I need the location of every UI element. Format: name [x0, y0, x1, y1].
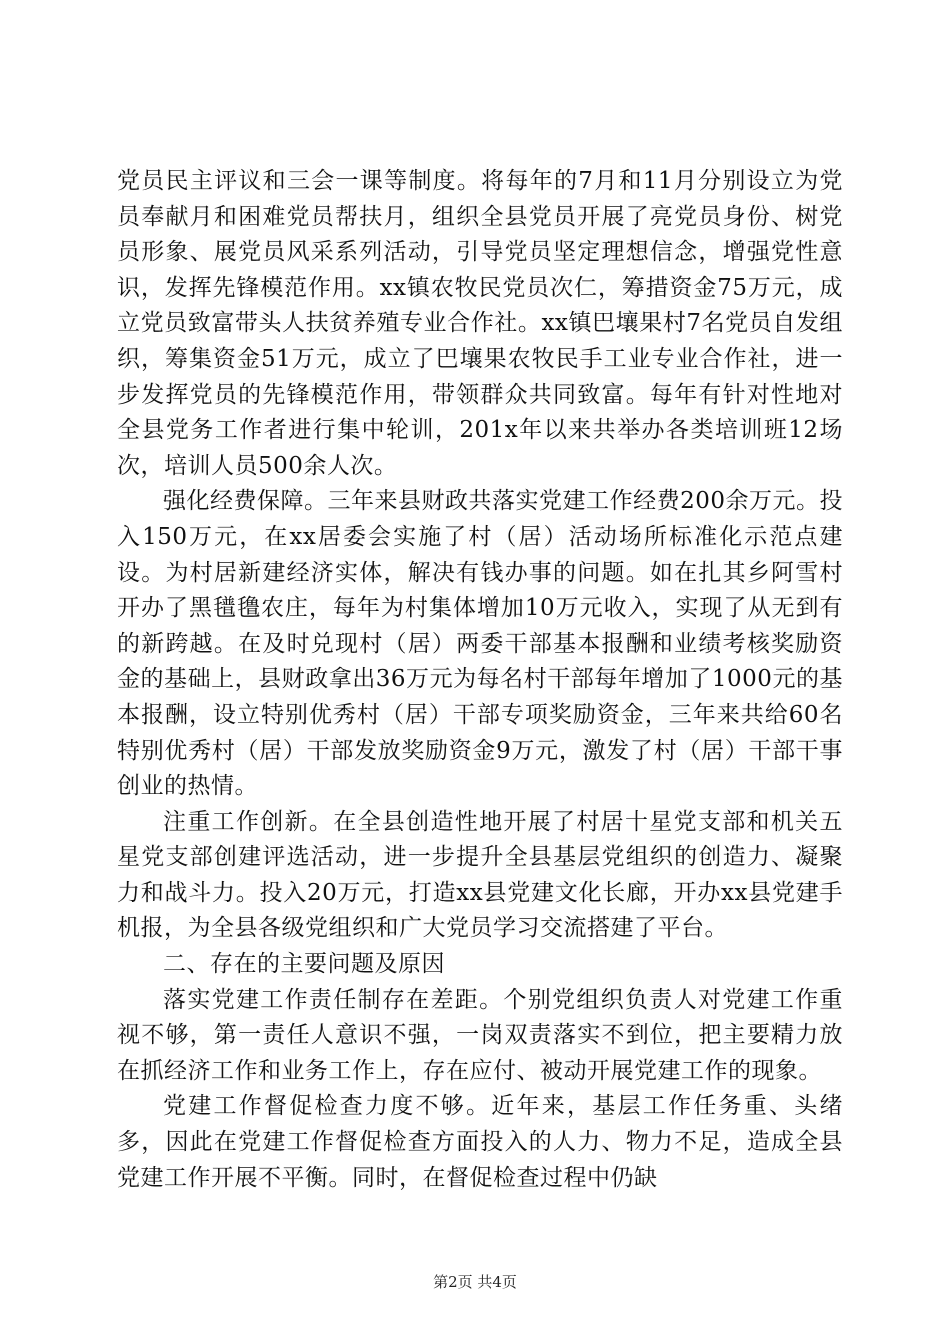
paragraph-responsibility-gap: 落实党建工作责任制存在差距。个别党组织负责人对党建工作重视不够，第一责任人意识不强，一岗双责落实不到位，把主要精力放在抓经济工作和业务工作上，存在应付、被动开展党建工作的现象。: [117, 986, 843, 1084]
document-body: [117, 164, 843, 1196]
page-footer: 第2页 共4页: [433, 1273, 517, 1291]
paragraph-party-evaluation: 党员民主评议和三会一课等制度。将每年的7月和11月分别设立为党员奉献月和困难党员帮扶月，组织全县党员开展了亮党员身份、树党员形象、展党员风采系列活动，引导党员坚定理想信念，增强党性意识，发挥先锋模范作用。xx镇农牧民党员次仁，筹措资金75万元，成立党员致富带头人扶贫养殖专业合作社。xx镇巴壤果村7名党员自发组织，筹集资金51万元，成立了巴壤果农牧民手工业专业合作社，进一步发挥党员的先锋模范作用，带领群众共同致富。每年有针对性地对全县党务工作者进行集中轮训，201x年以来共举办各类培训班12场次，培训人员500余人次。: [117, 168, 843, 479]
paragraph-funding-guarantee: 强化经费保障。三年来县财政共落实党建工作经费200余万元。投入150万元，在xx居委会实施了村（居）活动场所标准化示范点建设。为村居新建经济实体，解决有钱办事的问题。如在扎其乡阿雪村开办了黑氆氇农庄，每年为村集体增加10万元收入，实现了从无到有的新跨越。在及时兑现村（居）两委干部基本报酬和业绩考核奖励资金的基础上，县财政拿出36万元为每名村干部每年增加了1000元的基本报酬，设立特别优秀村（居）干部专项奖励资金，三年来共给60名特别优秀村（居）干部发放奖励资金9万元，激发了村（居）干部干事创业的热情。: [117, 488, 843, 800]
paragraph-work-innovation: 注重工作创新。在全县创造性地开展了村居十星党支部和机关五星党支部创建评选活动，进一步提升全县基层党组织的创造力、凝聚力和战斗力。投入20万元，打造xx县党建文化长廊，开办xx县党建手机报，为全县各级党组织和广大党员学习交流搭建了平台。: [117, 808, 843, 942]
paragraph-supervision-insufficient: 党建工作督促检查力度不够。近年来，基层工作任务重、头绪多，因此在党建工作督促检查方面投入的人力、物力不足，造成全县党建工作开展不平衡。同时，在督促检查过程中仍缺: [117, 1093, 843, 1191]
section-heading-problems: 二、存在的主要问题及原因: [163, 951, 445, 978]
